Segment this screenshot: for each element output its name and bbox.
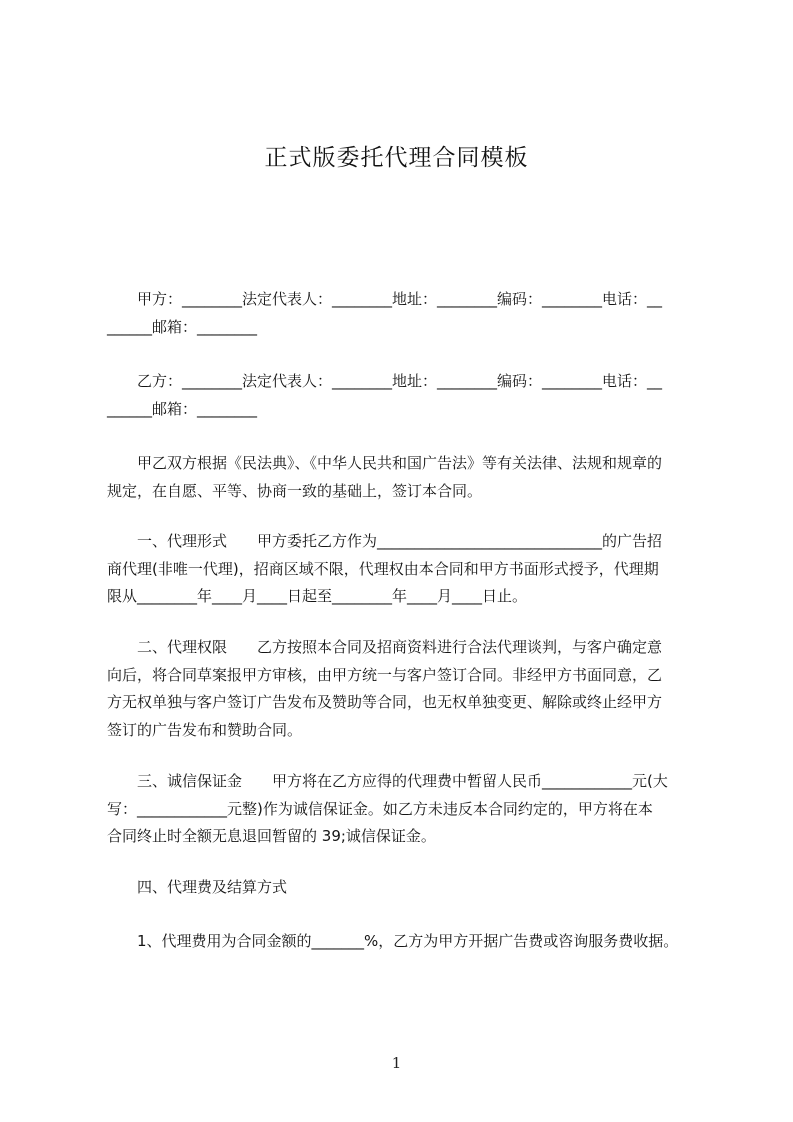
fee-clause-paragraph [107, 928, 701, 956]
agency-form-paragraph [107, 528, 701, 611]
agency-form-line-1: 一、代理形式 甲方委托乙方作为______________________________的广告招 [107, 532, 663, 550]
deposit-line-1: 三、诚信保证金 甲方将在乙方应得的代理费中暂留人民币____________元(大 [107, 772, 668, 790]
fee-section-heading [107, 874, 701, 902]
party-b-line-1: 乙方：________法定代表人：________地址：________编码：________电话：__ [107, 372, 663, 390]
agency-authority-line-2: 向后，将合同草案报甲方审核，由甲方统一与客户签订合同。非经甲方书面同意，乙 [107, 665, 663, 684]
party-b-line-2: ______邮箱：________ [107, 399, 258, 418]
legal-basis-paragraph [107, 450, 701, 505]
agency-authority-line-4: 签订的广告发布和赞助合同。 [107, 720, 303, 739]
agency-authority-line-3: 方无权单独与客户签订广告发布及赞助等合同，也无权单独变更、解除或终止经甲方 [107, 693, 663, 711]
page-title: 正式版委托代理合同模板 [264, 145, 529, 171]
page-number: 1 [391, 1054, 402, 1072]
agency-form-line-2: 商代理(非唯一代理)，招商区域不限，代理权由本合同和甲方书面形式授予，代理期 [107, 559, 659, 578]
legal-basis-line-2: 规定，在自愿、平等、协商一致的基础上，签订本合同。 [107, 481, 483, 500]
party-b-paragraph [107, 368, 701, 423]
fee-section-heading-line: 四、代理费及结算方式 [107, 878, 288, 896]
agency-form-line-3: 限从________年____月____日起至________年____月____日止。 [107, 587, 528, 605]
deposit-paragraph [107, 768, 701, 851]
deposit-line-2: 写：____________元整)作为诚信保证金。如乙方未违反本合同约定的，甲方将在本 [107, 799, 653, 818]
party-a-line-1: 甲方：________法定代表人：________地址：________编码：________电话：__ [107, 290, 663, 308]
deposit-line-3: 合同终止时全额无息退回暂留的 39;诚信保证金。 [107, 827, 436, 845]
party-a-paragraph [107, 286, 701, 341]
fee-clause-line-1: 1、代理费用为合同金额的_______%，乙方为甲方开据广告费或咨询服务费收据。 [107, 932, 679, 950]
agency-authority-line-1: 二、代理权限 乙方按照本合同及招商资料进行合法代理谈判，与客户确定意 [107, 638, 663, 656]
legal-basis-line-1: 甲乙双方根据《民法典》、《中华人民共和国广告法》等有关法律、法规和规章的 [107, 454, 663, 472]
agency-authority-paragraph [107, 634, 701, 744]
party-a-line-2: ______邮箱：________ [107, 317, 258, 336]
